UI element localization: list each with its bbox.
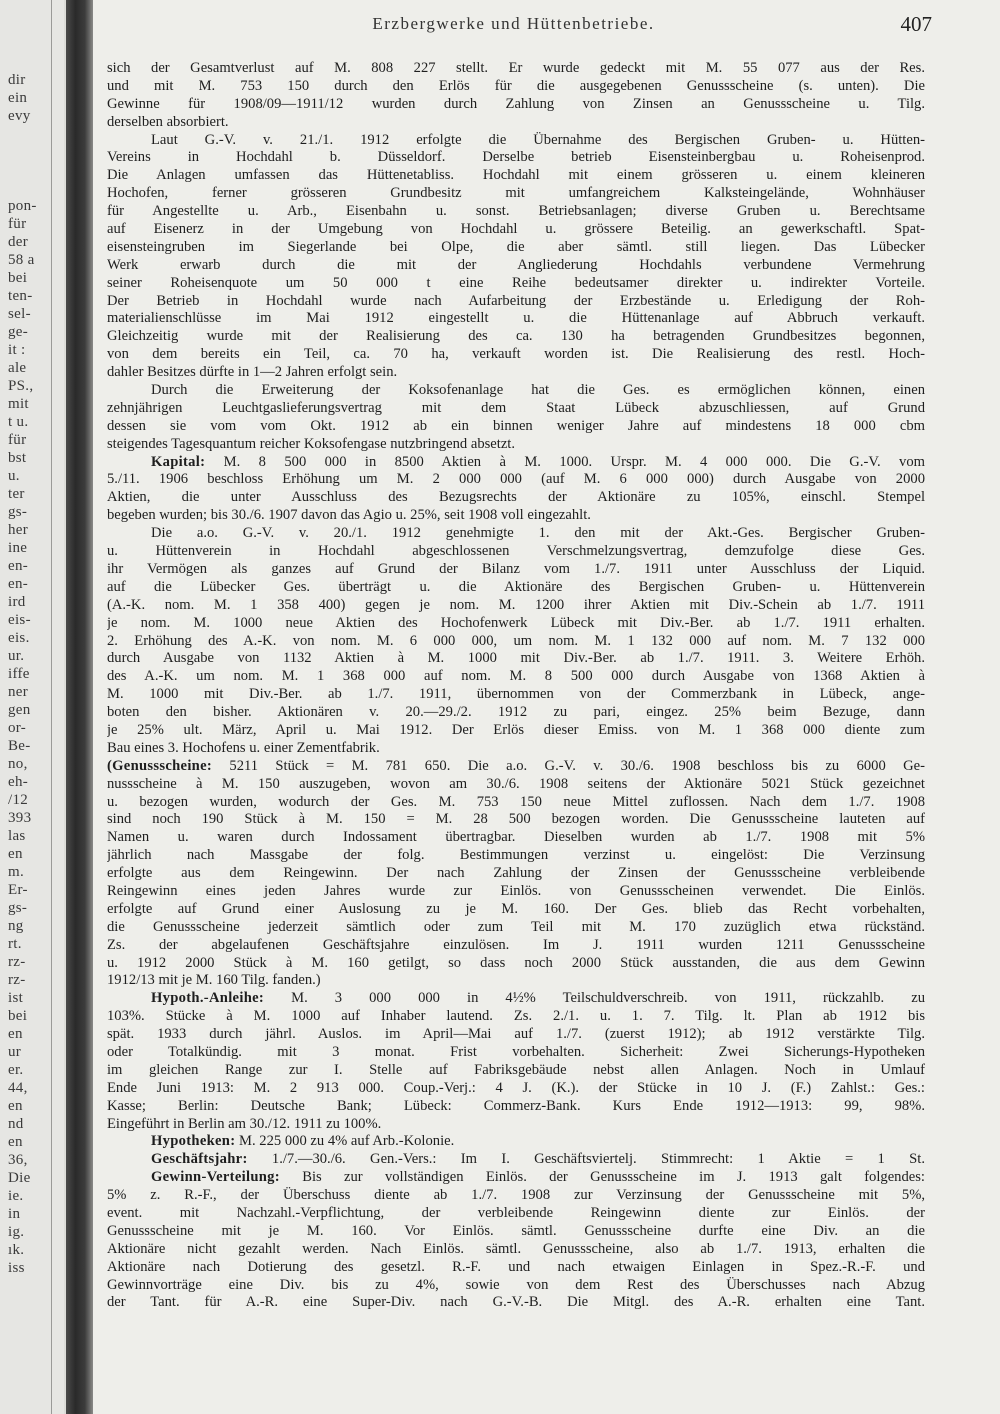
- line-text: sind noch 190 Stück à M. 150 = M. 28 500 bezogen worden. Die Genussscheine lauteten auf: [107, 811, 925, 828]
- margin-fragment: ine: [8, 540, 28, 556]
- text-line: [107, 418, 925, 436]
- text-line: [107, 1062, 925, 1080]
- line-text: 2. Erhöhung des A.-K. von nom. M. 6 000 000, um nom. M. 1 132 000 auf nom. M. 7 132 000: [107, 632, 925, 649]
- page-number: 407: [900, 12, 932, 36]
- line-text: nussscheine à M. 150 auszugeben, wovon am 30./6. 1908 seitens der Aktionäre 5021 Stück gezeichnet: [107, 775, 925, 792]
- line-text: Zs. der abgelaufenen Geschäftsjahre einzulösen. Im J. 1911 wurden 1211 Genussscheine: [107, 936, 925, 953]
- text-line: [107, 919, 925, 937]
- margin-fragment: ter: [8, 486, 25, 502]
- text-line: [107, 1294, 925, 1312]
- margin-fragment: ist: [8, 990, 24, 1006]
- line-text: Aktien, die unter Ausschluss des Bezugsrechts der Aktionäre zu 105%, einschl. Stempel: [107, 489, 925, 506]
- line-text: Die Anlagen umfassen das Hüttenetabliss. Hochdahl mit einem grösseren u. einem kleineren: [107, 167, 925, 184]
- text-line: [107, 1241, 925, 1259]
- document-page: [93, 0, 1000, 1414]
- margin-fragment: bei: [8, 1008, 28, 1024]
- body-text: [107, 60, 925, 1312]
- text-line: [107, 776, 925, 794]
- text-line: [107, 597, 925, 615]
- line-text: 103%. Stücke à M. 1000 auf Inhaber lautend. Zs. 2./1. u. 1. 7. Tilg. lt. Plan ab 1912 bis: [107, 1008, 925, 1025]
- margin-fragment: or-: [8, 720, 27, 736]
- margin-fragment: ig.: [8, 1224, 25, 1240]
- line-text: Durch die Erweiterung der Koksofenanlage hat die Ges. es ermöglichen können, einen: [151, 382, 925, 399]
- line-text: Vereins in Hochdahl b. Düsseldorf. Derselbe betrieb Eisensteinbergbau u. Roheisenprod.: [107, 149, 925, 166]
- margin-fragment: Er-: [8, 882, 28, 898]
- text-line: [107, 615, 925, 633]
- text-line: [107, 668, 925, 686]
- line-text: Genussscheine mit je M. 160. Vor Einlös. sämtl. Genussscheine durfte eine Div. an die: [107, 1222, 925, 1239]
- line-text: die Genussscheine jederzeit sämtlich oder zum Teil mit M. 170 zuzüglich etwa rückständ.: [107, 918, 925, 935]
- line-text: Reingewinn eines jeden Jahres wurde zur Einlös. von Genussscheinen verwendet. Die Einlös.: [107, 882, 925, 899]
- margin-fragment: bei: [8, 270, 28, 286]
- line-text: materialienschlüsse im Mai 1912 eingestellt u. die Hüttenanlage auf Abbruch verkauft.: [107, 310, 925, 327]
- text-line: [107, 543, 925, 561]
- previous-page-edge: [51, 0, 52, 1414]
- line-text: Werk erwarb durch die mit der Angliederung Hochdahls verbundene Vermehrung: [107, 256, 925, 273]
- text-line: [107, 650, 925, 668]
- line-text: Laut G.-V. v. 21./1. 1912 erfolgte die Übernahme des Bergischen Gruben- u. Hütten-: [151, 131, 925, 148]
- line-text: Die a.o. G.-V. v. 20./1. 1912 genehmigte 1. den mit der Akt.-Ges. Bergischer Gruben-: [151, 525, 925, 542]
- text-line: [107, 400, 925, 418]
- line-text: M. 8 500 000 in 8500 Aktien à M. 1000. Urspr. M. 4 000 000. Die G.-V. vom: [205, 453, 925, 470]
- margin-fragment: /12: [8, 792, 29, 808]
- line-text: Namen u. waren durch Indossament übertragbar. Dieselben wurden ab 1./7. 1908 mit 5%: [107, 829, 925, 846]
- previous-page-margin: [0, 0, 64, 1414]
- margin-fragment: en-: [8, 558, 29, 574]
- margin-fragment: pon-: [8, 198, 37, 214]
- margin-fragment: las: [8, 828, 26, 844]
- margin-fragment: nd: [8, 1116, 24, 1132]
- line-text: erfolgte auf Grund einer Auslosung zu je M. 160. Der Ges. blieb das Recht vorbehalten,: [107, 900, 925, 917]
- text-line: [107, 1008, 925, 1026]
- margin-fragment: eis-: [8, 612, 31, 628]
- line-text: für Angestellte u. Arb., Eisenbahn u. sonst. Betriebsanlagen; diverse Gruben u. Berechtsame: [107, 203, 925, 220]
- margin-fragment: ner: [8, 684, 29, 700]
- text-line: [107, 865, 925, 883]
- page-header: [105, 12, 932, 44]
- text-line: [107, 310, 925, 328]
- text-line: [107, 114, 925, 132]
- margin-fragment: Die: [8, 1170, 31, 1186]
- line-text: begeben wurden; bis 30./6. 1907 davon das Agio u. 25%, seit 1908 voll eingezahlt.: [107, 507, 591, 524]
- line-text: Aktionäre nach Dotierung des gesetzl. R.-F. und nach etwaigen Einlagen in Spez.-R.-F. und: [107, 1258, 925, 1275]
- line-text: Hochofen, ferner grösseren Grundbesitz mit umfangreichem Kalksteingelände, Wohnhäuser: [107, 185, 925, 202]
- margin-fragment: it :: [8, 342, 26, 358]
- text-line: [107, 1277, 925, 1295]
- book-binding-shadow: [66, 0, 93, 1414]
- text-line: [107, 561, 925, 579]
- text-line: [107, 847, 925, 865]
- line-text: auf Eisenerz in der Umgebung von Hochdahl u. grössere Beteilig. an gewerkschaftl. Spat-: [107, 221, 925, 238]
- margin-fragment: dir: [8, 72, 26, 88]
- line-text: event. mit Nachzahl.-Verpflichtung, der verbleibende Reingewinn diente zur Einlös. der: [107, 1205, 925, 1221]
- margin-fragment: 393: [8, 810, 32, 826]
- text-line: [107, 167, 925, 185]
- line-text: Gewinnvorträge eine Div. bis zu 4%, sowie von dem Rest des Überschusses nach Abzug: [107, 1276, 925, 1293]
- text-line: [107, 883, 925, 901]
- margin-fragment: m.: [8, 864, 25, 880]
- margin-fragment: mit: [8, 396, 29, 412]
- line-text: dahler Besitzes dürfte in 1—2 Jahren erfolgt sein.: [107, 364, 398, 381]
- line-text: seiner Roheisenquote um 50 000 t eine Reihe bedeutsamer direkter u. indirekter Vorteile.: [107, 274, 925, 291]
- text-line: [107, 686, 925, 704]
- line-text: ihr Vermögen als ganzes auf Grund der Bilanz vom 1./7. 1911 unter Ausschluss der Liquid.: [107, 560, 925, 577]
- margin-fragment: 36,: [8, 1152, 28, 1168]
- text-line: [107, 364, 925, 382]
- line-text: u. 1912 2000 Stück à M. 160 getilgt, so dass noch 2000 Stück ausstanden, die aus dem Gewinn: [107, 954, 925, 971]
- text-line: [107, 901, 925, 919]
- text-line: [107, 328, 925, 346]
- line-text: (A.-K. nom. M. 1 358 400) gegen je nom. M. 1200 ihrer Aktien mit Div.-Schein ab 1./7. 1911: [107, 596, 925, 613]
- line-text: 1./7.—30./6. Gen.-Vers.: Im I. Geschäftsviertelj. Stimmrecht: 1 Aktie = 1 St.: [247, 1151, 925, 1168]
- margin-fragment: iss: [8, 1260, 25, 1276]
- line-text: spät. 1933 durch jährl. Auslos. im April—Mai auf 1./7. (zuerst 1912); ab 1912 verstärkte Tilg.: [107, 1026, 925, 1043]
- section-heading: Gewinn-Verteilung:: [151, 1169, 280, 1186]
- margin-fragment: bst: [8, 450, 27, 466]
- margin-fragment: en: [8, 846, 23, 862]
- text-line: [107, 1223, 925, 1241]
- line-text: je nom. M. 1000 neue Aktien des Hochofenwerk Lübeck mit Div.-Ber. ab 1./7. 1911 erhalten.: [107, 614, 925, 631]
- line-text: u. Hüttenverein in Hochdahl abgeschlossenen Verschmelzungsvertrag, demzufolge diese Ges.: [107, 543, 925, 560]
- text-line: [107, 1116, 925, 1134]
- text-line: [107, 1151, 925, 1169]
- line-text: des A.-K. um nom. M. 1 368 000 auf nom. M. 8 500 000 durch Ausgabe von 1368 Aktien à: [107, 668, 925, 685]
- text-line: [107, 239, 925, 257]
- text-line: [107, 1187, 925, 1205]
- text-line: [107, 704, 925, 722]
- text-line: [107, 1133, 925, 1151]
- line-text: durch Ausgabe von 1132 Aktien à M. 1000 mit Div.-Ber. ab 1./7. 1911. 3. Weitere Erhöh.: [107, 650, 925, 667]
- text-line: [107, 525, 925, 543]
- margin-fragment: ten-: [8, 288, 33, 304]
- text-line: [107, 829, 925, 847]
- margin-fragment: rz-: [8, 954, 26, 970]
- line-text: derselben absorbiert.: [107, 113, 229, 130]
- line-text: 5211 Stück = M. 781 650. Die a.o. G.-V. v. 30./6. 1908 beschloss bis zu 6000 Ge-: [212, 757, 925, 774]
- text-line: [107, 454, 925, 472]
- margin-fragment: gs-: [8, 504, 28, 520]
- text-line: [107, 937, 925, 955]
- margin-fragment: no,: [8, 756, 28, 772]
- margin-fragment: her: [8, 522, 29, 538]
- text-line: [107, 96, 925, 114]
- text-line: [107, 579, 925, 597]
- margin-fragment: ird: [8, 594, 26, 610]
- margin-fragment: für: [8, 432, 27, 448]
- text-line: [107, 1259, 925, 1277]
- line-text: zehnjährigen Leuchtgaslieferungsvertrag mit dem Staat Lübeck abzuschliessen, auf Grund: [107, 399, 925, 416]
- text-line: [107, 740, 925, 758]
- text-line: [107, 185, 925, 203]
- margin-fragment: ık.: [8, 1242, 25, 1258]
- text-line: [107, 1080, 925, 1098]
- text-line: [107, 811, 925, 829]
- margin-fragment: en: [8, 1098, 23, 1114]
- line-text: M. 225 000 zu 4% auf Arb.-Kolonie.: [235, 1133, 455, 1150]
- section-heading: Hypoth.-Anleihe:: [151, 990, 265, 1007]
- margin-fragment: ale: [8, 360, 27, 376]
- line-text: M. 1000 mit Div.-Ber. ab 1./7. 1911, übernommen von der Commerzbank in Lübeck, ange-: [107, 686, 925, 703]
- line-text: Gleichzeitig wurde mit der Realisierung des ca. 130 ha betragenden Grundbesitzes begonnen,: [107, 328, 925, 345]
- margin-fragment: für: [8, 216, 27, 232]
- margin-fragment: rt.: [8, 936, 22, 952]
- text-line: [107, 346, 925, 364]
- line-text: der Tant. für A.-R. eine Super-Div. nach G.-V.-B. Die Mitgl. des A.-R. erhalten eine Tant.: [107, 1294, 925, 1311]
- line-text: erfolgte aus dem Reingewinn. Der nach Zahlung der Zinsen der Genussscheine verbleibende: [107, 865, 925, 882]
- running-title: Erzbergwerke und Hüttenbetriebe.: [372, 14, 655, 33]
- text-line: [107, 990, 925, 1008]
- margin-fragment: ein: [8, 90, 28, 106]
- line-text: von dem bereits ein Teil, ca. 70 ha, verkauft worden ist. Die Realisierung des restl. Hoch-: [107, 346, 925, 363]
- line-text: Eingeführt in Berlin am 30./12. 1911 zu 100%.: [107, 1115, 382, 1132]
- text-line: [107, 382, 925, 400]
- line-text: eisensteingruben im Siegerlande bei Olpe, die aber sämtl. still liegen. Das Lübecker: [107, 238, 925, 255]
- line-text: u. bezogen wurden, wodurch der Ges. M. 753 150 neue Mittel zuflossen. Nach dem 1./7. 1908: [107, 793, 925, 810]
- text-line: [107, 203, 925, 221]
- line-text: Aktionäre nicht gezahlt werden. Nach Einlös. sämtl. Genussscheine, also ab 1./7. 1913, erhalten die: [107, 1240, 925, 1257]
- margin-fragment: Be-: [8, 738, 31, 754]
- margin-fragment: u.: [8, 468, 20, 484]
- line-text: Bau eines 3. Hochofens u. einer Zementfabrik.: [107, 739, 380, 756]
- text-line: [107, 60, 925, 78]
- text-line: [107, 221, 925, 239]
- margin-fragment: ng: [8, 918, 24, 934]
- line-text: dessen sie vom vom Okt. 1912 ab ein binnen weniger Jahre auf mindestens 18 000 cbm: [107, 417, 925, 434]
- text-line: [107, 1026, 925, 1044]
- line-text: Der Betrieb in Hochdahl wurde nach Aufarbeitung der Erzbestände u. Erledigung der Roh-: [107, 292, 925, 309]
- text-line: [107, 471, 925, 489]
- line-text: 5% z. R.-F., der Überschuss diente ab 1./7. 1908 zur Verzinsung der Genussscheine mit 5%,: [107, 1187, 925, 1204]
- text-line: [107, 507, 925, 525]
- margin-fragment: er.: [8, 1062, 24, 1078]
- text-line: [107, 132, 925, 150]
- line-text: Ende Juni 1913: M. 2 913 000. Coup.-Verj.: 4 J. (K.). der Stücke in 10 J. (F.) Zahlst.: Ges.:: [107, 1079, 925, 1096]
- text-line: [107, 489, 925, 507]
- line-text: Gewinne für 1908/09—1911/12 wurden durch Zahlung von Zinsen an Genussscheine u. Tilg.: [107, 95, 925, 112]
- margin-fragment: sel-: [8, 306, 31, 322]
- section-heading: Kapital:: [151, 453, 206, 470]
- line-text: Kasse; Berlin: Deutsche Bank; Lübeck: Commerz-Bank. Kurs Ende 1912—1913: 99, 98%.: [107, 1097, 925, 1114]
- margin-fragment: ie.: [8, 1188, 24, 1204]
- margin-fragment: rz-: [8, 972, 26, 988]
- text-line: [107, 78, 925, 96]
- text-line: [107, 972, 925, 990]
- line-text: 5./11. 1906 beschloss Erhöhung um M. 2 000 000 (auf M. 6 000 000) durch Ausgabe von 2000: [107, 471, 925, 488]
- margin-fragment: evy: [8, 108, 31, 124]
- section-heading: (Genussscheine:: [107, 757, 213, 774]
- margin-fragment: eh-: [8, 774, 29, 790]
- margin-fragment: en: [8, 1134, 23, 1150]
- margin-fragment: eis.: [8, 630, 30, 646]
- text-line: [107, 633, 925, 651]
- margin-fragment: iffe: [8, 666, 30, 682]
- margin-fragment: gen: [8, 702, 31, 718]
- margin-fragment: 44,: [8, 1080, 28, 1096]
- text-line: [107, 293, 925, 311]
- margin-fragment: PS.,: [8, 378, 34, 394]
- margin-fragment: en-: [8, 576, 29, 592]
- line-text: boten den bisher. Aktionären v. 20.—29./2. 1912 zu pari, eingez. 25% beim Bezuge, dann: [107, 704, 925, 721]
- text-line: [107, 1098, 925, 1116]
- text-line: [107, 1169, 925, 1187]
- line-text: je 25% ult. März, April u. Mai 1912. Der Erlös dieser Emiss. von M. 1 368 000 diente zum: [107, 721, 925, 738]
- margin-fragment: der: [8, 234, 29, 250]
- line-text: 1912/13 mit je M. 160 Tilg. fanden.): [107, 972, 321, 989]
- text-line: [107, 794, 925, 812]
- text-line: [107, 722, 925, 740]
- section-heading: Geschäftsjahr:: [151, 1151, 248, 1168]
- margin-fragment: in: [8, 1206, 21, 1222]
- line-text: im gleichen Range zur I. Stelle auf Fabriksgebäude nebst allen Anlagen. Noch in Umlauf: [107, 1061, 925, 1078]
- text-line: [107, 436, 925, 454]
- margin-fragment: 58 a: [8, 252, 35, 268]
- line-text: oder Totalkündig. mit 3 monat. Frist vorbehalten. Sicherheit: Zwei Sicherungs-Hypotheken: [107, 1043, 925, 1060]
- line-text: steigendes Tagesquantum reicher Koksofengase nutzbringend absetzt.: [107, 435, 516, 452]
- line-text: Bis zur vollständigen Einlös. der Genussscheine im J. 1913 galt folgendes:: [279, 1169, 925, 1186]
- line-text: auf die Lübecker Ges. überträgt u. die Aktionäre des Bergischen Gruben- u. Hüttenverein: [107, 578, 925, 595]
- margin-fragment: ur: [8, 1044, 22, 1060]
- text-line: [107, 275, 925, 293]
- line-text: sich der Gesamtverlust auf M. 808 227 stellt. Er wurde gedeckt mit M. 55 077 aus der Res.: [107, 60, 925, 76]
- margin-fragment: t u.: [8, 414, 29, 430]
- line-text: M. 3 000 000 in 4½% Teilschuldverschreib. von 1911, rückzahlb. zu: [264, 990, 925, 1007]
- margin-fragment: ur.: [8, 648, 25, 664]
- margin-fragment: en: [8, 1026, 23, 1042]
- line-text: jährlich nach Massgabe der folg. Bestimmungen verzinst u. eingelöst: Die Verzinsung: [107, 847, 925, 864]
- text-line: [107, 257, 925, 275]
- text-line: [107, 955, 925, 973]
- text-line: [107, 1044, 925, 1062]
- text-line: [107, 149, 925, 167]
- margin-fragment: ge-: [8, 324, 29, 340]
- line-text: und mit M. 753 150 durch den Erlös für die ausgegebenen Genussscheine (s. unten). Die: [107, 77, 925, 94]
- text-line: [107, 1205, 925, 1223]
- text-line: [107, 758, 925, 776]
- section-heading: Hypotheken:: [151, 1133, 236, 1150]
- margin-fragment: gs-: [8, 900, 28, 916]
